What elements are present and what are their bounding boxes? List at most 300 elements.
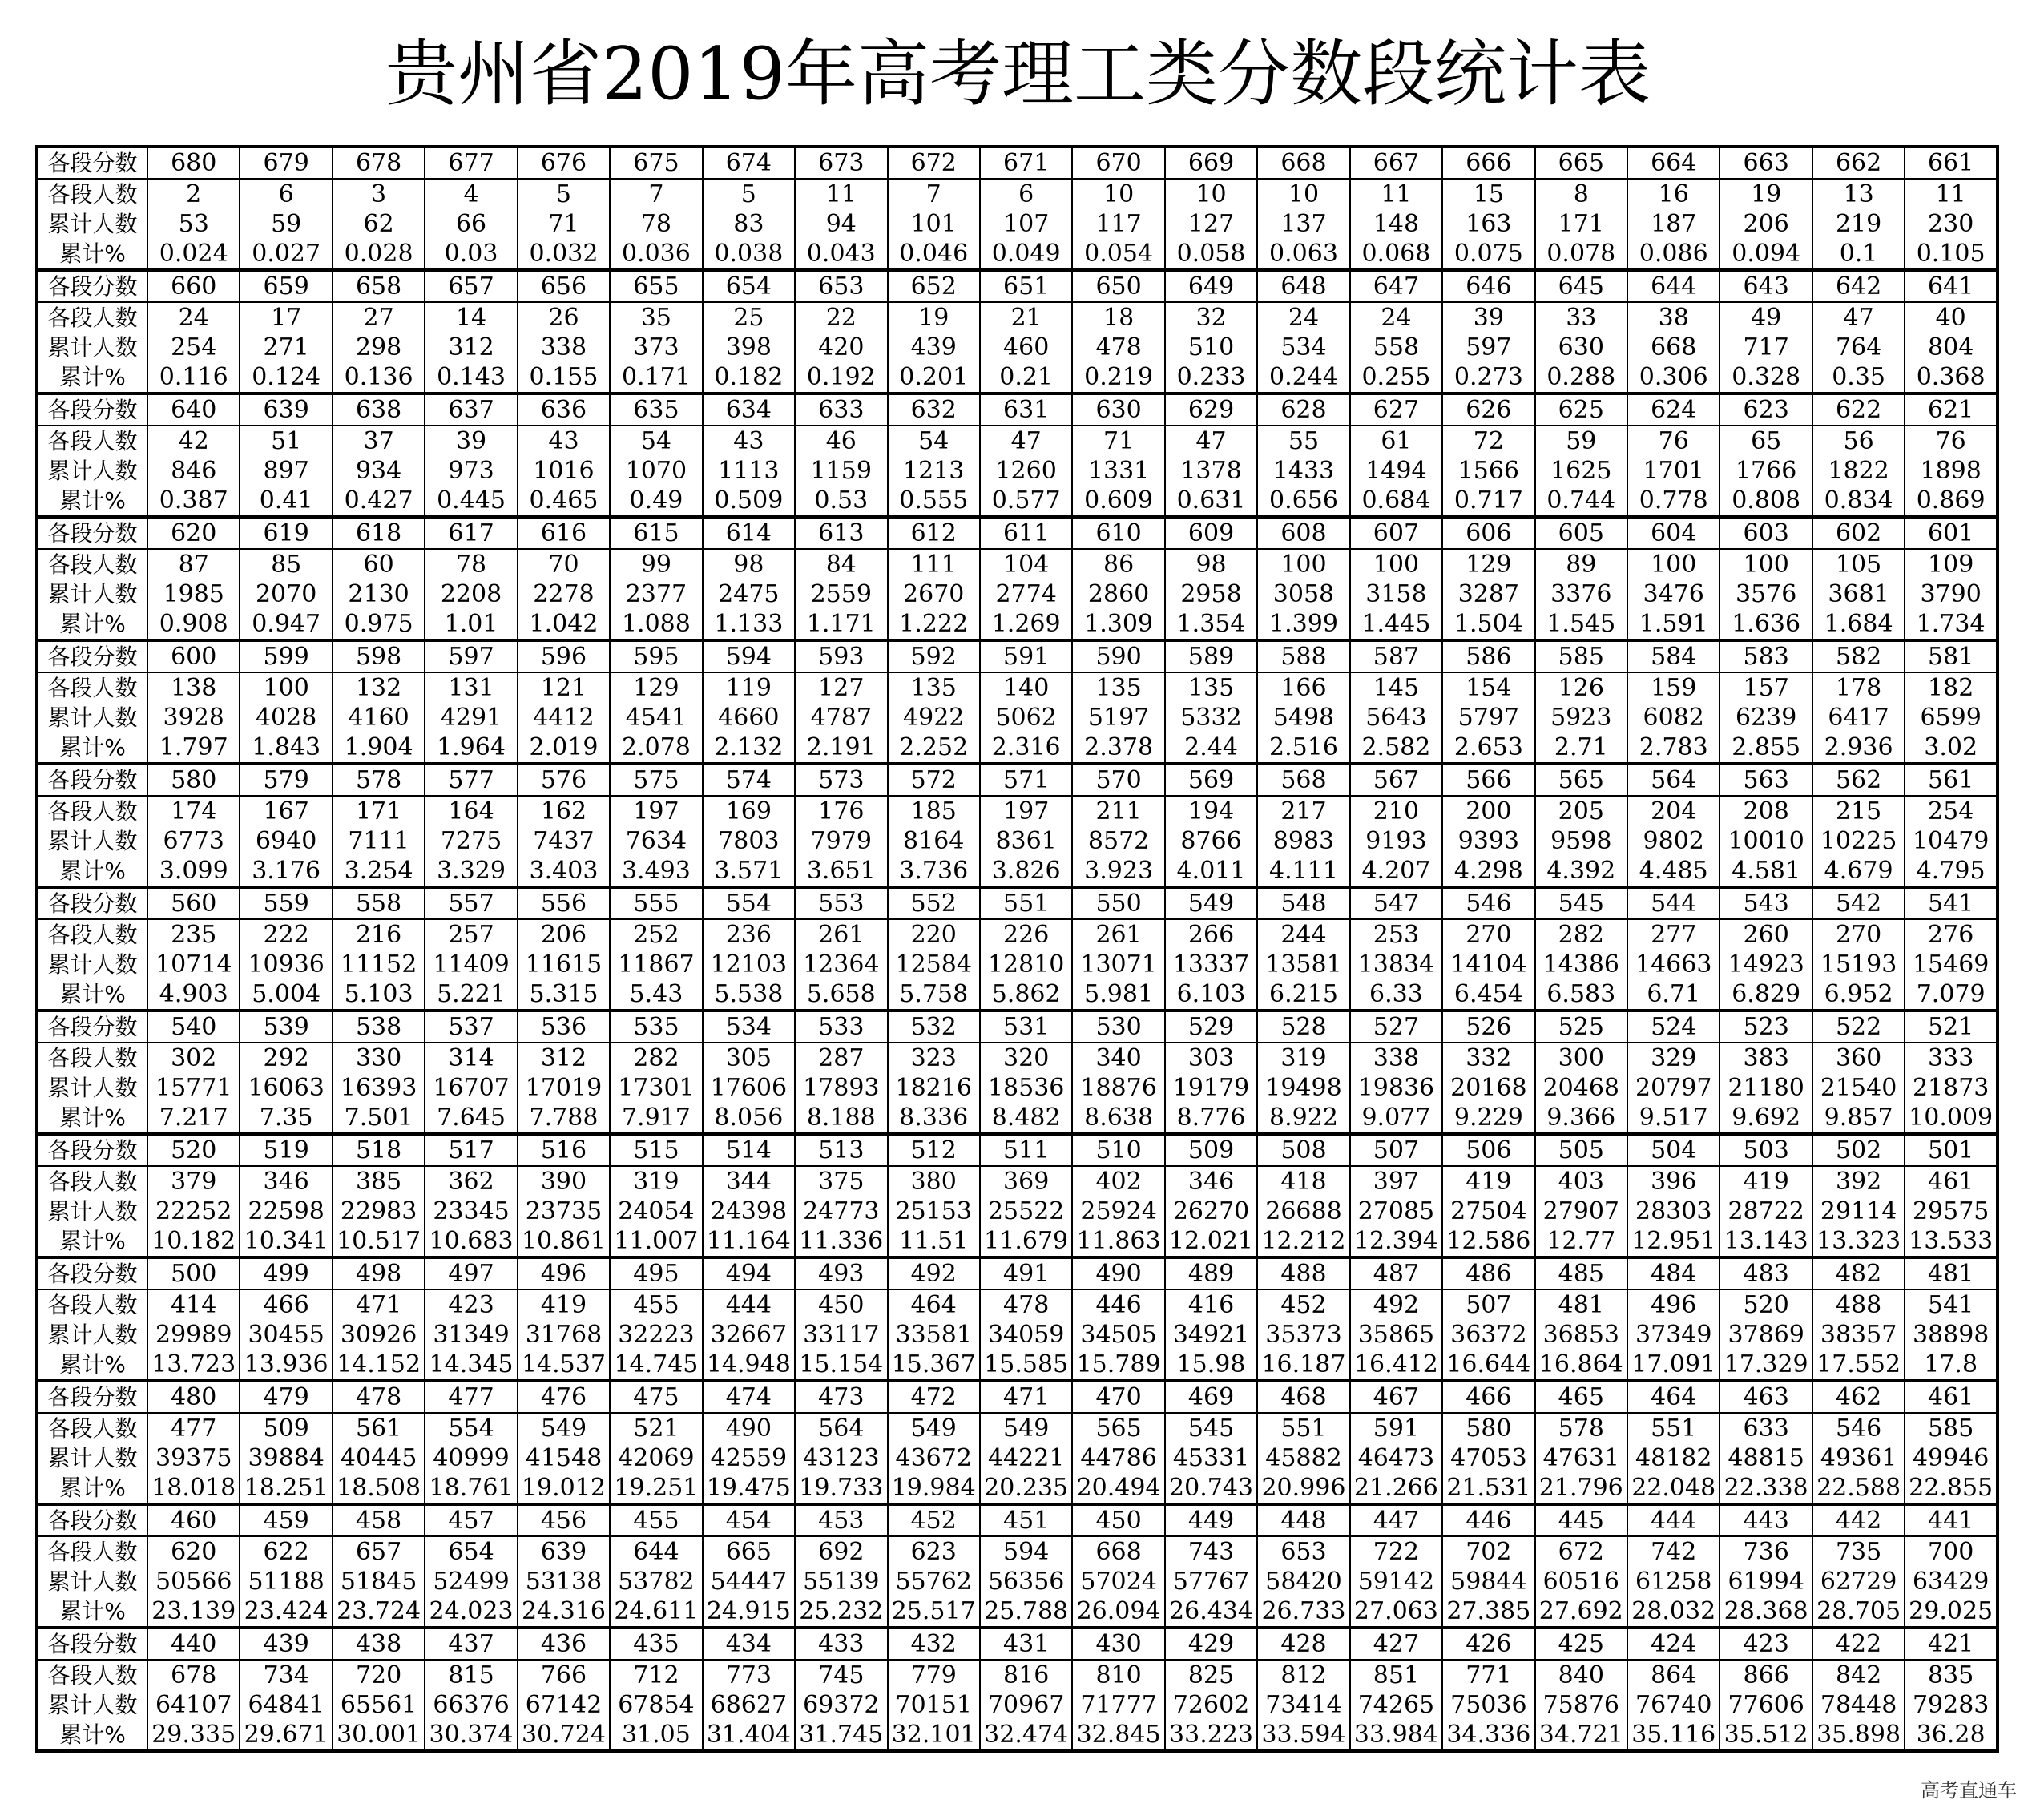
table-cell: 5.862 [980, 979, 1072, 1011]
count-row [37, 1289, 1998, 1320]
table-cell: 300 [1535, 1043, 1627, 1073]
table-cell: 31.404 [703, 1720, 795, 1751]
table-cell: 0.717 [1442, 486, 1534, 517]
table-cell: 10936 [240, 950, 332, 979]
table-cell: 0.656 [1257, 486, 1349, 517]
table-cell: 457 [425, 1504, 517, 1536]
table-cell: 29575 [1905, 1197, 1998, 1226]
table-cell: 101 [888, 209, 980, 239]
row-label: 各段分数 [37, 640, 147, 672]
table-cell: 282 [610, 1043, 702, 1073]
table-cell: 24398 [703, 1197, 795, 1226]
table-cell: 651 [980, 270, 1072, 302]
table-cell: 430 [1072, 1628, 1164, 1660]
table-cell: 7.788 [518, 1103, 610, 1134]
table-cell: 390 [518, 1166, 610, 1197]
table-cell: 500 [147, 1257, 240, 1289]
table-cell: 0.288 [1535, 362, 1627, 393]
table-cell: 487 [1350, 1257, 1442, 1289]
table-cell: 602 [1812, 517, 1905, 549]
table-cell: 601 [1905, 517, 1998, 549]
table-cell: 14.152 [333, 1350, 425, 1381]
table-cell: 653 [795, 270, 887, 302]
table-cell: 565 [1535, 764, 1627, 796]
table-cell: 712 [610, 1660, 702, 1690]
table-cell: 8 [1535, 179, 1627, 209]
table-cell: 67854 [610, 1690, 702, 1720]
count-row [37, 1043, 1998, 1073]
table-cell: 24054 [610, 1197, 702, 1226]
table-cell: 19.475 [703, 1473, 795, 1504]
table-cell: 671 [980, 147, 1072, 179]
table-cell: 99 [610, 549, 702, 579]
table-cell: 54 [610, 426, 702, 456]
row-label: 累计人数 [37, 1197, 147, 1226]
table-cell: 630 [1072, 393, 1164, 426]
table-cell: 14 [425, 302, 517, 333]
table-cell: 675 [610, 147, 702, 179]
table-cell: 1822 [1812, 456, 1905, 486]
count-row [37, 919, 1998, 950]
table-cell: 1.545 [1535, 609, 1627, 640]
table-cell: 514 [703, 1134, 795, 1166]
table-cell: 534 [703, 1011, 795, 1043]
table-cell: 735 [1812, 1536, 1905, 1567]
table-cell: 467 [1350, 1381, 1442, 1413]
table-cell: 678 [147, 1660, 240, 1690]
table-cell: 0.094 [1720, 239, 1812, 270]
table-cell: 591 [1350, 1413, 1442, 1443]
table-cell: 0.244 [1257, 362, 1349, 393]
table-cell: 656 [518, 270, 610, 302]
table-cell: 609 [1165, 517, 1257, 549]
table-cell: 19836 [1350, 1073, 1442, 1103]
table-cell: 338 [518, 333, 610, 362]
row-label: 各段分数 [37, 764, 147, 796]
table-cell: 549 [1165, 887, 1257, 919]
table-cell: 439 [888, 333, 980, 362]
table-cell: 8361 [980, 826, 1072, 856]
table-cell: 524 [1627, 1011, 1720, 1043]
table-cell: 2070 [240, 579, 332, 609]
table-cell: 11867 [610, 950, 702, 979]
table-cell: 20.235 [980, 1473, 1072, 1504]
table-cell: 466 [240, 1289, 332, 1320]
table-cell: 441 [1905, 1504, 1998, 1536]
percent-row [37, 1103, 1998, 1134]
table-cell: 19 [888, 302, 980, 333]
table-cell: 46473 [1350, 1443, 1442, 1473]
watermark: 高考直通车 [1921, 1779, 2017, 1802]
table-cell: 569 [1165, 764, 1257, 796]
table-cell: 4.903 [147, 979, 240, 1011]
table-cell: 11.51 [888, 1226, 980, 1257]
table-cell: 35 [610, 302, 702, 333]
table-cell: 6082 [1627, 703, 1720, 732]
table-cell: 28.368 [1720, 1596, 1812, 1628]
table-cell: 449 [1165, 1504, 1257, 1536]
table-cell: 851 [1350, 1660, 1442, 1690]
table-cell: 840 [1535, 1660, 1627, 1690]
table-cell: 440 [147, 1628, 240, 1660]
table-cell: 392 [1812, 1166, 1905, 1197]
table-cell: 12.586 [1442, 1226, 1534, 1257]
table-cell: 22598 [240, 1197, 332, 1226]
table-cell: 618 [333, 517, 425, 549]
table-cell: 561 [333, 1413, 425, 1443]
table-cell: 479 [240, 1381, 332, 1413]
table-cell: 171 [1535, 209, 1627, 239]
table-cell: 451 [980, 1504, 1072, 1536]
row-label: 各段分数 [37, 887, 147, 919]
table-cell: 30.724 [518, 1720, 610, 1751]
table-cell: 642 [1812, 270, 1905, 302]
table-cell: 26270 [1165, 1197, 1257, 1226]
table-cell: 452 [1257, 1289, 1349, 1320]
table-cell: 330 [333, 1043, 425, 1073]
row-label: 累计人数 [37, 1073, 147, 1103]
table-cell: 3790 [1905, 579, 1998, 609]
table-cell: 257 [425, 919, 517, 950]
table-cell: 676 [518, 147, 610, 179]
table-cell: 4660 [703, 703, 795, 732]
table-cell: 507 [1442, 1289, 1534, 1320]
table-cell: 64841 [240, 1690, 332, 1720]
table-cell: 21.796 [1535, 1473, 1627, 1504]
table-cell: 5.43 [610, 979, 702, 1011]
table-cell: 658 [333, 270, 425, 302]
row-label: 各段分数 [37, 1504, 147, 1536]
table-cell: 521 [610, 1413, 702, 1443]
score-row [37, 1504, 1998, 1536]
table-cell: 1985 [147, 579, 240, 609]
table-cell: 28.705 [1812, 1596, 1905, 1628]
table-cell: 11.863 [1072, 1226, 1164, 1257]
table-cell: 484 [1627, 1257, 1720, 1289]
table-cell: 33581 [888, 1320, 980, 1350]
table-cell: 655 [610, 270, 702, 302]
row-label: 各段人数 [37, 1413, 147, 1443]
table-cell: 9.366 [1535, 1103, 1627, 1134]
table-cell: 0.328 [1720, 362, 1812, 393]
table-cell: 1.042 [518, 609, 610, 640]
table-cell: 563 [1720, 764, 1812, 796]
table-cell: 18.508 [333, 1473, 425, 1504]
table-cell: 59142 [1350, 1567, 1442, 1596]
table-cell: 332 [1442, 1043, 1534, 1073]
table-cell: 47 [1812, 302, 1905, 333]
table-cell: 15.154 [795, 1350, 887, 1381]
table-cell: 252 [610, 919, 702, 950]
table-cell: 560 [147, 887, 240, 919]
table-cell: 637 [425, 393, 517, 426]
table-cell: 1016 [518, 456, 610, 486]
table-cell: 13834 [1350, 950, 1442, 979]
table-cell: 40445 [333, 1443, 425, 1473]
table-cell: 10479 [1905, 826, 1998, 856]
row-label: 累计% [37, 1226, 147, 1257]
row-label: 各段人数 [37, 1536, 147, 1567]
table-cell: 2 [147, 179, 240, 209]
table-cell: 6773 [147, 826, 240, 856]
table-cell: 446 [1442, 1504, 1534, 1536]
table-cell: 622 [1812, 393, 1905, 426]
table-cell: 51845 [333, 1567, 425, 1596]
table-cell: 553 [795, 887, 887, 919]
table-cell: 594 [980, 1536, 1072, 1567]
table-cell: 53782 [610, 1567, 702, 1596]
table-cell: 591 [980, 640, 1072, 672]
table-cell: 11 [1905, 179, 1998, 209]
table-cell: 463 [1720, 1381, 1812, 1413]
table-cell: 7111 [333, 826, 425, 856]
cumulative-row [37, 1443, 1998, 1473]
table-cell: 561 [1905, 764, 1998, 796]
table-cell: 40999 [425, 1443, 517, 1473]
table-cell: 804 [1905, 333, 1998, 362]
table-cell: 16.187 [1257, 1350, 1349, 1381]
percent-row [37, 362, 1998, 393]
table-cell: 25 [703, 302, 795, 333]
table-cell: 513 [795, 1134, 887, 1166]
table-cell: 6417 [1812, 703, 1905, 732]
table-cell: 26.434 [1165, 1596, 1257, 1628]
table-cell: 32 [1165, 302, 1257, 333]
table-cell: 564 [795, 1413, 887, 1443]
table-cell: 46 [795, 426, 887, 456]
table-cell: 22983 [333, 1197, 425, 1226]
table-cell: 104 [980, 549, 1072, 579]
table-cell: 575 [610, 764, 702, 796]
table-cell: 532 [888, 1011, 980, 1043]
table-cell: 455 [610, 1504, 702, 1536]
table-cell: 510 [1072, 1134, 1164, 1166]
table-cell: 641 [1905, 270, 1998, 302]
table-cell: 18536 [980, 1073, 1072, 1103]
table-cell: 31.745 [795, 1720, 887, 1751]
table-cell: 39 [425, 426, 517, 456]
table-cell: 59844 [1442, 1567, 1534, 1596]
table-cell: 7.079 [1905, 979, 1998, 1011]
table-cell: 549 [518, 1413, 610, 1443]
table-cell: 76 [1905, 426, 1998, 456]
table-cell: 530 [1072, 1011, 1164, 1043]
table-cell: 197 [610, 796, 702, 826]
table-cell: 2.516 [1257, 732, 1349, 764]
table-cell: 607 [1350, 517, 1442, 549]
table-cell: 621 [1905, 393, 1998, 426]
table-cell: 48182 [1627, 1443, 1720, 1473]
table-cell: 478 [1072, 333, 1164, 362]
table-cell: 745 [795, 1660, 887, 1690]
table-cell: 27.385 [1442, 1596, 1534, 1628]
table-cell: 138 [147, 672, 240, 703]
table-cell: 35373 [1257, 1320, 1349, 1350]
table-cell: 665 [1535, 147, 1627, 179]
count-row [37, 672, 1998, 703]
table-cell: 127 [1165, 209, 1257, 239]
table-cell: 18 [1072, 302, 1164, 333]
table-cell: 15 [1442, 179, 1534, 209]
table-cell: 668 [1072, 1536, 1164, 1567]
table-cell: 1.904 [333, 732, 425, 764]
table-cell: 568 [1257, 764, 1349, 796]
score-row [37, 1628, 1998, 1660]
table-cell: 98 [703, 549, 795, 579]
row-label: 累计% [37, 732, 147, 764]
table-cell: 84 [795, 549, 887, 579]
table-cell: 4.207 [1350, 856, 1442, 887]
row-label: 各段人数 [37, 179, 147, 209]
table-cell: 27 [333, 302, 425, 333]
table-cell: 33.594 [1257, 1720, 1349, 1751]
table-cell: 612 [888, 517, 980, 549]
table-cell: 185 [888, 796, 980, 826]
table-cell: 654 [425, 1536, 517, 1567]
table-cell: 253 [1350, 919, 1442, 950]
table-cell: 5332 [1165, 703, 1257, 732]
table-cell: 35.898 [1812, 1720, 1905, 1751]
table-cell: 25.517 [888, 1596, 980, 1628]
table-cell: 633 [795, 393, 887, 426]
table-cell: 571 [980, 764, 1072, 796]
table-cell: 2.191 [795, 732, 887, 764]
table-cell: 439 [240, 1628, 332, 1660]
table-cell: 64107 [147, 1690, 240, 1720]
table-cell: 597 [425, 640, 517, 672]
table-cell: 567 [1350, 764, 1442, 796]
row-label: 各段分数 [37, 270, 147, 302]
table-cell: 78 [425, 549, 517, 579]
row-label: 累计% [37, 486, 147, 517]
table-cell: 3928 [147, 703, 240, 732]
table-cell: 450 [1072, 1504, 1164, 1536]
table-cell: 649 [1165, 270, 1257, 302]
table-cell: 445 [1535, 1504, 1627, 1536]
table-cell: 5643 [1350, 703, 1442, 732]
table-cell: 0.027 [240, 239, 332, 270]
table-cell: 866 [1720, 1660, 1812, 1690]
table-cell: 0.41 [240, 486, 332, 517]
table-cell: 645 [1535, 270, 1627, 302]
table-cell: 518 [333, 1134, 425, 1166]
table-cell: 639 [518, 1536, 610, 1567]
table-cell: 75036 [1442, 1690, 1534, 1720]
table-cell: 1.797 [147, 732, 240, 764]
table-cell: 552 [888, 887, 980, 919]
table-cell: 277 [1627, 919, 1720, 950]
table-cell: 5.658 [795, 979, 887, 1011]
table-cell: 19179 [1165, 1073, 1257, 1103]
count-row [37, 549, 1998, 579]
row-label: 累计% [37, 1103, 147, 1134]
table-cell: 2475 [703, 579, 795, 609]
table-cell: 65 [1720, 426, 1812, 456]
table-cell: 586 [1442, 640, 1534, 672]
table-cell: 14.745 [610, 1350, 702, 1381]
table-cell: 25.232 [795, 1596, 887, 1628]
table-cell: 4787 [795, 703, 887, 732]
table-cell: 593 [795, 640, 887, 672]
table-cell: 590 [1072, 640, 1164, 672]
table-cell: 25153 [888, 1197, 980, 1226]
table-cell: 1213 [888, 456, 980, 486]
count-row [37, 796, 1998, 826]
row-label: 累计% [37, 1720, 147, 1751]
table-cell: 497 [425, 1257, 517, 1289]
table-cell: 419 [1442, 1166, 1534, 1197]
table-cell: 653 [1257, 1536, 1349, 1567]
table-cell: 464 [1627, 1381, 1720, 1413]
cumulative-row [37, 1073, 1998, 1103]
table-cell: 194 [1165, 796, 1257, 826]
table-cell: 15771 [147, 1073, 240, 1103]
table-cell: 444 [1627, 1504, 1720, 1536]
table-cell: 648 [1257, 270, 1349, 302]
table-cell: 638 [333, 393, 425, 426]
table-cell: 472 [888, 1381, 980, 1413]
table-cell: 292 [240, 1043, 332, 1073]
table-cell: 598 [333, 640, 425, 672]
table-cell: 13.533 [1905, 1226, 1998, 1257]
table-cell: 24 [147, 302, 240, 333]
table-cell: 22 [795, 302, 887, 333]
table-cell: 489 [1165, 1257, 1257, 1289]
table-cell: 494 [703, 1257, 795, 1289]
row-label: 累计人数 [37, 209, 147, 239]
table-cell: 17606 [703, 1073, 795, 1103]
table-cell: 44786 [1072, 1443, 1164, 1473]
table-cell: 131 [425, 672, 517, 703]
table-cell: 557 [425, 887, 517, 919]
table-cell: 10.341 [240, 1226, 332, 1257]
table-cell: 362 [425, 1166, 517, 1197]
score-row [37, 517, 1998, 549]
table-cell: 539 [240, 1011, 332, 1043]
table-cell: 498 [333, 1257, 425, 1289]
table-cell: 261 [1072, 919, 1164, 950]
table-cell: 47 [1165, 426, 1257, 456]
table-cell: 43672 [888, 1443, 980, 1473]
table-cell: 720 [333, 1660, 425, 1690]
table-cell: 554 [425, 1413, 517, 1443]
table-cell: 29114 [1812, 1197, 1905, 1226]
table-cell: 2774 [980, 579, 1072, 609]
table-cell: 85 [240, 549, 332, 579]
table-cell: 592 [888, 640, 980, 672]
table-cell: 517 [425, 1134, 517, 1166]
table-cell: 582 [1812, 640, 1905, 672]
row-label: 各段人数 [37, 919, 147, 950]
table-cell: 0.03 [425, 239, 517, 270]
table-cell: 71 [1072, 426, 1164, 456]
table-cell: 18216 [888, 1073, 980, 1103]
table-cell: 53 [147, 209, 240, 239]
table-cell: 2278 [518, 579, 610, 609]
table-cell: 615 [610, 517, 702, 549]
table-cell: 574 [703, 764, 795, 796]
row-label: 各段人数 [37, 1166, 147, 1197]
table-cell: 4160 [333, 703, 425, 732]
table-cell: 1.133 [703, 609, 795, 640]
table-cell: 6599 [1905, 703, 1998, 732]
score-row [37, 640, 1998, 672]
table-cell: 17301 [610, 1073, 702, 1103]
table-cell: 50566 [147, 1567, 240, 1596]
row-label: 各段人数 [37, 302, 147, 333]
cumulative-row [37, 1567, 1998, 1596]
table-cell: 0.049 [980, 239, 1072, 270]
